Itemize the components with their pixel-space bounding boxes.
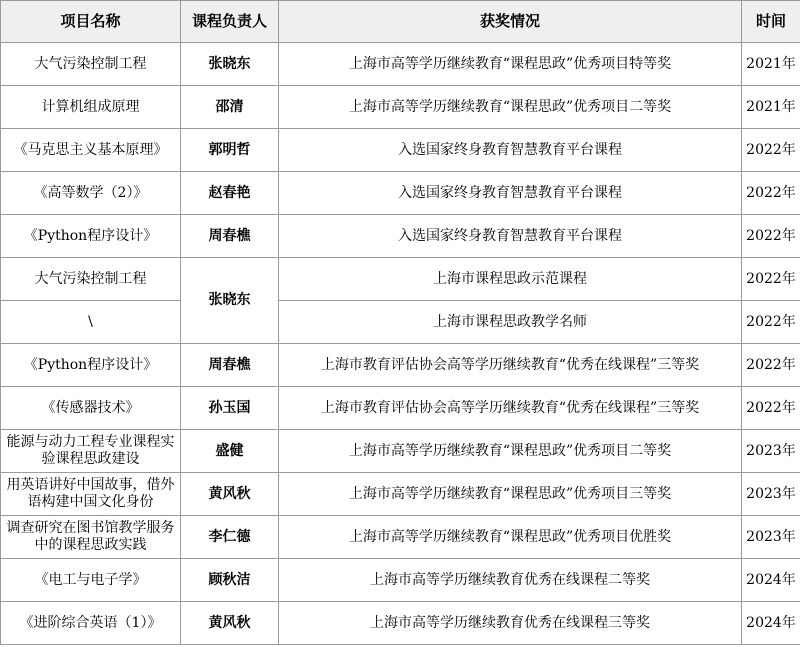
award-cell: 上海市教育评估协会高等学历继续教育“优秀在线课程”三等奖	[279, 387, 742, 430]
table-row	[1, 86, 800, 129]
table-row	[1, 129, 800, 172]
project-name-cell: 大气污染控制工程	[1, 43, 181, 86]
project-name-cell: 《Python程序设计》	[1, 344, 181, 387]
course-leader-cell: 周春樵	[181, 344, 279, 387]
award-cell: 上海市课程思政示范课程	[279, 258, 742, 301]
course-leader-cell: 赵春艳	[181, 172, 279, 215]
year-cell: 2022年	[742, 301, 800, 344]
course-leader-cell: 李仁德	[181, 516, 279, 559]
table-row	[1, 559, 800, 602]
award-cell: 上海市课程思政教学名师	[279, 301, 742, 344]
project-name-cell: 大气污染控制工程	[1, 258, 181, 301]
table-row	[1, 172, 800, 215]
course-leader-cell: 郭明哲	[181, 129, 279, 172]
project-name-cell: \	[1, 301, 181, 344]
year-cell: 2022年	[742, 387, 800, 430]
table-row	[1, 602, 800, 645]
year-cell: 2022年	[742, 344, 800, 387]
year-cell: 2022年	[742, 172, 800, 215]
project-name-cell: 能源与动力工程专业课程实验课程思政建设	[1, 430, 181, 473]
award-cell: 上海市教育评估协会高等学历继续教育“优秀在线课程”三等奖	[279, 344, 742, 387]
course-leader-cell: 邵清	[181, 86, 279, 129]
course-leader-cell: 盛健	[181, 430, 279, 473]
year-cell: 2021年	[742, 43, 800, 86]
year-cell: 2024年	[742, 559, 800, 602]
project-name-cell: 《高等数学（2）》	[1, 172, 181, 215]
award-cell: 入选国家终身教育智慧教育平台课程	[279, 172, 742, 215]
course-leader-cell: 孙玉国	[181, 387, 279, 430]
project-name-cell: 《电工与电子学》	[1, 559, 181, 602]
year-cell: 2023年	[742, 430, 800, 473]
header-project-name: 项目名称	[1, 1, 181, 43]
project-name-cell: 计算机组成原理	[1, 86, 181, 129]
award-cell: 上海市高等学历继续教育“课程思政”优秀项目二等奖	[279, 86, 742, 129]
year-cell: 2022年	[742, 258, 800, 301]
table-row	[1, 387, 800, 430]
table-row	[1, 258, 800, 301]
year-cell: 2021年	[742, 86, 800, 129]
project-name-cell: 《Python程序设计》	[1, 215, 181, 258]
header-row	[1, 1, 800, 43]
project-name-cell: 《传感器技术》	[1, 387, 181, 430]
table-row	[1, 301, 800, 344]
table-row	[1, 43, 800, 86]
award-cell: 上海市高等学历继续教育“课程思政”优秀项目优胜奖	[279, 516, 742, 559]
course-leader-cell: 张晓东	[181, 258, 279, 344]
table-row	[1, 473, 800, 516]
year-cell: 2024年	[742, 602, 800, 645]
award-cell: 上海市高等学历继续教育优秀在线课程三等奖	[279, 602, 742, 645]
award-cell: 入选国家终身教育智慧教育平台课程	[279, 129, 742, 172]
year-cell: 2022年	[742, 129, 800, 172]
course-leader-cell: 黄风秋	[181, 473, 279, 516]
course-leader-cell: 张晓东	[181, 43, 279, 86]
table-row	[1, 215, 800, 258]
year-cell: 2022年	[742, 215, 800, 258]
course-leader-cell: 周春樵	[181, 215, 279, 258]
award-cell: 入选国家终身教育智慧教育平台课程	[279, 215, 742, 258]
table-row	[1, 516, 800, 559]
table-row	[1, 430, 800, 473]
project-name-cell: 用英语讲好中国故事，借外语构建中国文化身份	[1, 473, 181, 516]
header-year: 时间	[742, 1, 800, 43]
header-course-leader: 课程负责人	[181, 1, 279, 43]
project-name-cell: 《进阶综合英语（1）》	[1, 602, 181, 645]
project-name-cell: 调查研究在图书馆教学服务中的课程思政实践	[1, 516, 181, 559]
course-leader-cell: 顾秋洁	[181, 559, 279, 602]
table-row	[1, 344, 800, 387]
award-cell: 上海市高等学历继续教育“课程思政”优秀项目三等奖	[279, 473, 742, 516]
award-cell: 上海市高等学历继续教育“课程思政”优秀项目特等奖	[279, 43, 742, 86]
award-cell: 上海市高等学历继续教育“课程思政”优秀项目二等奖	[279, 430, 742, 473]
project-name-cell: 《马克思主义基本原理》	[1, 129, 181, 172]
course-leader-cell: 黄风秋	[181, 602, 279, 645]
year-cell: 2023年	[742, 516, 800, 559]
award-cell: 上海市高等学历继续教育优秀在线课程二等奖	[279, 559, 742, 602]
year-cell: 2023年	[742, 473, 800, 516]
header-award: 获奖情况	[279, 1, 742, 43]
